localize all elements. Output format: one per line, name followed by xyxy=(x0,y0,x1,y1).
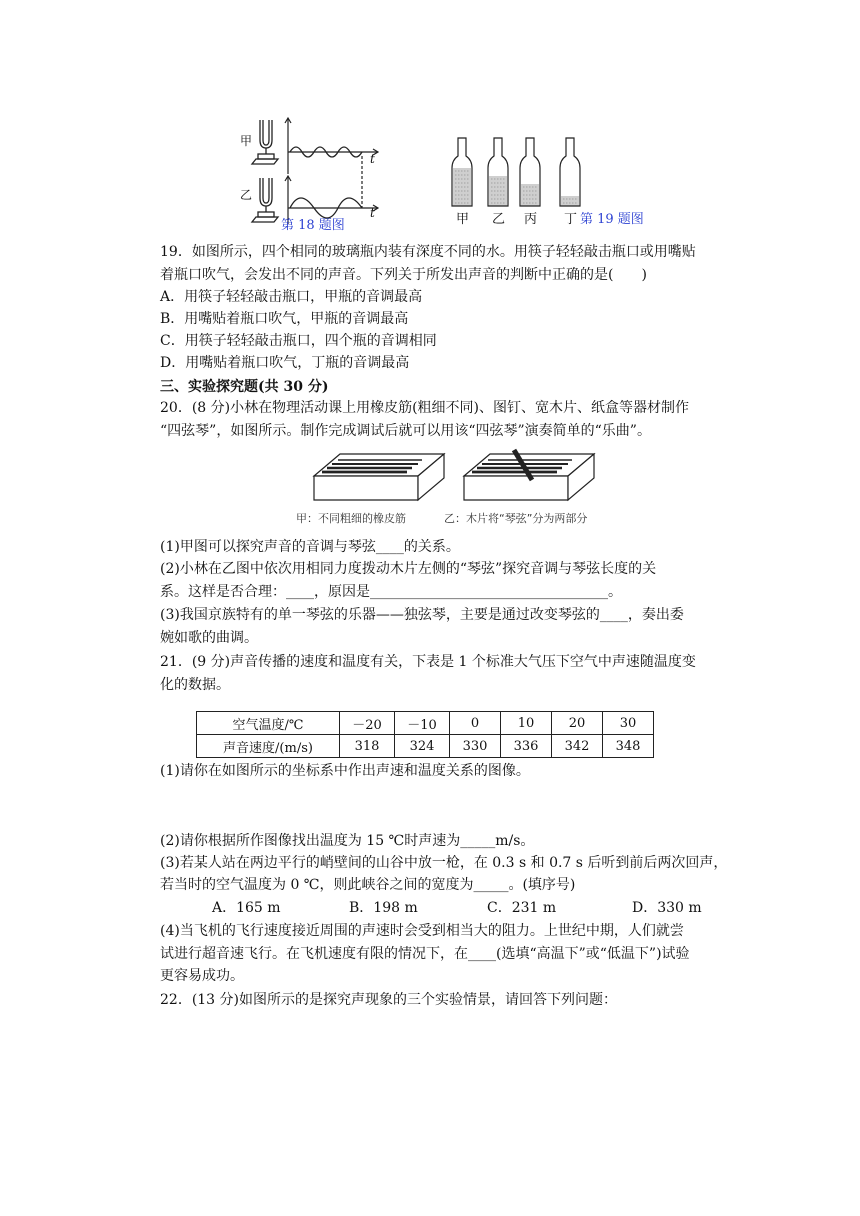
table-cell: 324 xyxy=(395,735,450,758)
q19-option-d: D．用嘴贴着瓶口吹气，丁瓶的音调最高 xyxy=(160,355,410,371)
fig19-label: 丁 xyxy=(564,212,578,227)
fig20-caption-yi: 乙：木片将“琴弦”分为两部分 xyxy=(444,512,588,525)
q20-line2: “四弦琴”，如图所示。制作完成调试后就可以用该“四弦琴”演奏简单的“乐曲”。 xyxy=(160,423,651,439)
bottle-outline xyxy=(560,138,580,206)
bottle-3 xyxy=(560,138,580,206)
q19-option-c: C．用筷子轻轻敲击瓶口，四个瓶的音调相同 xyxy=(160,333,437,349)
q21-part3-choices xyxy=(212,898,732,918)
q20-line1: 20．(8 分)小林在物理活动课上用橡皮筋(粗细不同)、图钉、宽木片、纸盒等器材制作 xyxy=(160,400,690,416)
choice-c: C．231 m xyxy=(487,900,557,916)
fig19-label: 甲 xyxy=(456,212,470,227)
figure-20 xyxy=(308,446,598,508)
table-header-speed: 声音速度/(m/s) xyxy=(197,735,340,758)
q21-part2: (2)请你根据所作图像找出温度为 15 ℃时声速为_____m/s。 xyxy=(160,833,535,849)
q21-part3-line1: (3)若某人站在两边平行的峭壁间的山谷中放一枪，在 0.3 s 和 0.7 s 后听到前后两次回声， xyxy=(160,855,728,871)
choice-d: D．330 m xyxy=(632,900,702,916)
q19-option-a: A．用筷子轻轻敲击瓶口，甲瓶的音调最高 xyxy=(160,289,423,305)
q19-option-b: B．用嘴贴着瓶口吹气，甲瓶的音调最高 xyxy=(160,311,409,327)
table-cell: 318 xyxy=(340,735,395,758)
fig19-labels xyxy=(444,208,594,226)
bottle-2 xyxy=(520,138,540,206)
q21-part4-line1: (4)当飞机的飞行速度接近周围的声速时会受到相当大的阻力。上世纪中期，人们就尝 xyxy=(160,923,684,939)
fig20-caption-jia: 甲：不同粗细的橡皮筋 xyxy=(296,512,406,525)
choice-a: A．165 m xyxy=(212,900,281,916)
figure-19-bottles xyxy=(444,134,594,210)
q21-line2: 化的数据。 xyxy=(160,677,230,693)
figure-20-drawing xyxy=(308,446,598,508)
q21-part3-line2: 若当时的空气温度为 0 ℃，则此峡谷之间的宽度为_____。(填序号) xyxy=(160,877,576,893)
table-cell: 30 xyxy=(603,712,654,735)
fig18-caption: 第 18 题图 xyxy=(281,218,345,233)
fig18-axis-t-bottom: t xyxy=(370,206,375,220)
q19-stem-line1: 19．如图所示，四个相同的玻璃瓶内装有深度不同的水。用筷子轻轻敲击瓶口或用嘴贴 xyxy=(160,244,696,260)
table-cell: 348 xyxy=(603,735,654,758)
figure-19 xyxy=(444,134,594,210)
q21-part4-line3: 更容易成功。 xyxy=(160,968,244,984)
fig19-label: 丙 xyxy=(524,212,538,227)
figure-18 xyxy=(238,116,398,228)
q21-part1: (1)请你在如图所示的坐标系中作出声速和温度关系的图像。 xyxy=(160,763,530,779)
fig18-axis-t-top: t xyxy=(370,152,375,166)
fig18-label-yi: 乙 xyxy=(240,188,253,202)
table-cell: 330 xyxy=(450,735,501,758)
table-header-temperature: 空气温度/℃ xyxy=(197,712,340,735)
table-row-temperature xyxy=(197,712,654,735)
q20-part2-line1: (2)小林在乙图中依次用相同力度拨动木片左侧的“琴弦”探究音调与琴弦长度的关 xyxy=(160,561,657,577)
q21-part4-line2: 试进行超音速飞行。在飞机速度有限的情况下，在____(选填“高温下”或“低温下”)试验 xyxy=(160,946,690,962)
q20-part3-line2: 婉如歌的曲调。 xyxy=(160,630,258,646)
table-cell: －20 xyxy=(340,712,395,735)
q20-part2-line2: 系。这样是否合理：____，原因是__________________________________。 xyxy=(160,584,622,600)
table-cell: 0 xyxy=(450,712,501,735)
q21-data-table xyxy=(196,711,654,758)
fig18-label-jia: 甲 xyxy=(240,134,253,148)
choice-b: B．198 m xyxy=(349,900,418,916)
fig19-label: 乙 xyxy=(492,212,506,227)
q20-part3-line1: (3)我国京族特有的单一琴弦的乐器——独弦琴，主要是通过改变琴弦的____，奏出委 xyxy=(160,607,684,623)
table-row-speed xyxy=(197,735,654,758)
bottle-1 xyxy=(488,138,508,206)
table-cell: 342 xyxy=(552,735,603,758)
q22-line1: 22．(13 分)如图所示的是探究声现象的三个实验情景，请回答下列问题： xyxy=(160,992,618,1008)
bottle-water xyxy=(561,196,579,206)
table-cell: 336 xyxy=(501,735,552,758)
fig19-caption: 第 19 题图 xyxy=(580,212,644,227)
table-cell: 20 xyxy=(552,712,603,735)
section3-heading: 三、实验探究题(共 30 分) xyxy=(160,379,329,395)
q21-line1: 21．(9 分)声音传播的速度和温度有关，下表是 1 个标准大气压下空气中声速随温度变 xyxy=(160,654,696,670)
table-cell: 10 xyxy=(501,712,552,735)
q20-part1: (1)甲图可以探究声音的音调与琴弦____的关系。 xyxy=(160,539,460,555)
q19-stem-line2: 着瓶口吹气，会发出不同的声音。下列关于所发出声音的判断中正确的是( ) xyxy=(160,267,647,283)
bottle-0 xyxy=(452,138,472,206)
table-cell: －10 xyxy=(395,712,450,735)
